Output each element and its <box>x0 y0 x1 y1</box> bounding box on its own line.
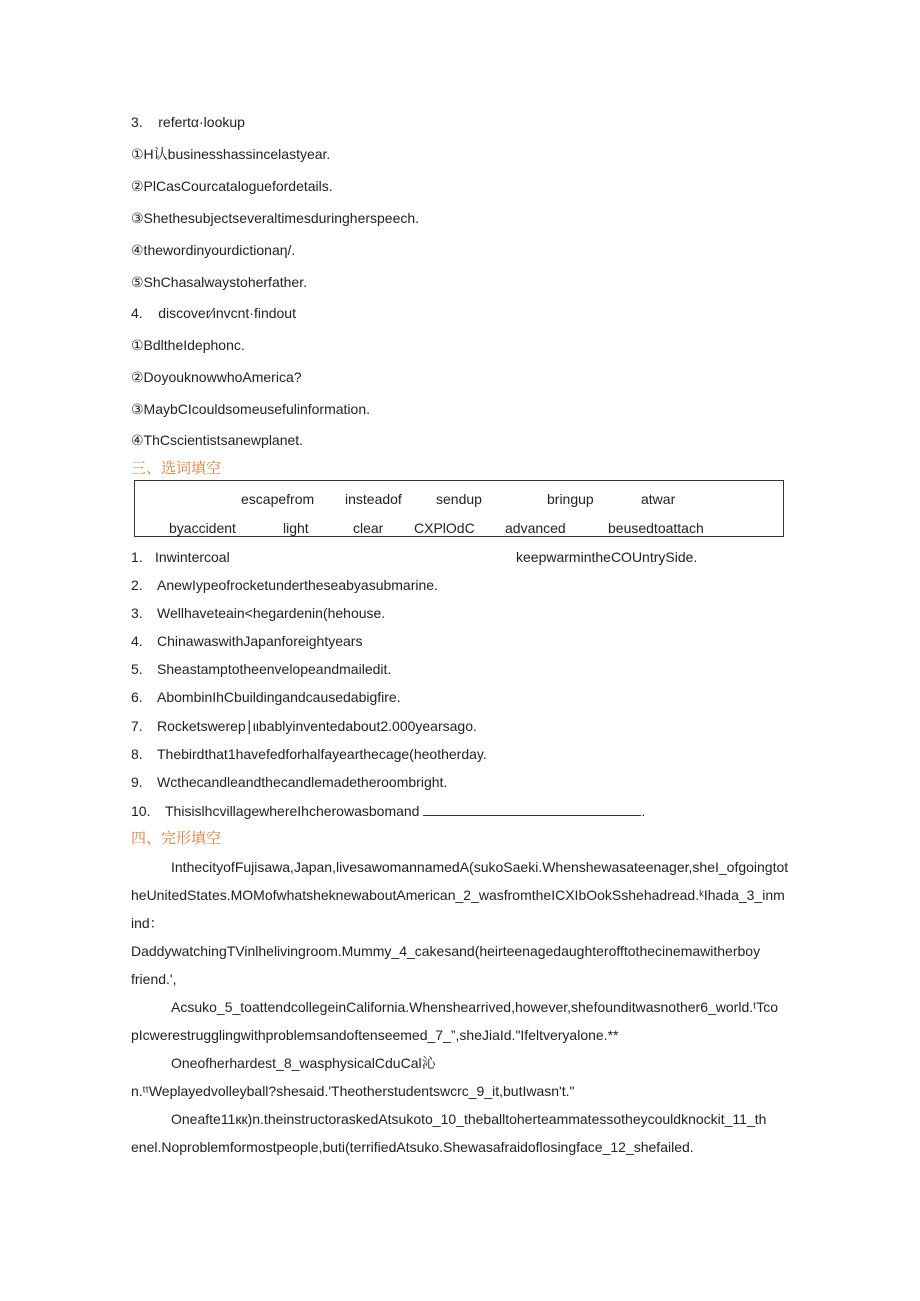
word-bank-box <box>134 480 784 537</box>
sentence-number: 10. <box>131 803 151 819</box>
word-bank-item: insteadof <box>345 491 402 507</box>
sentence-text: AnewIypeofrocketundertheseabyasubmarine. <box>157 577 438 593</box>
item-3-line-5: ⑤ShChasalwaystoherfather. <box>131 274 307 290</box>
item-text: discover∕invcnt·findout <box>158 305 296 321</box>
sentence-number: 2. <box>131 577 143 593</box>
sentence-number: 1. <box>131 549 143 565</box>
fill-sentence-10 <box>131 801 645 820</box>
cloze-paragraph-3 <box>131 1049 786 1105</box>
sentence-text: Wcthecandleandthecandlemadetheroombright. <box>157 774 448 790</box>
fill-sentence-2 <box>131 576 438 594</box>
word-bank-item: beusedtoattach <box>608 520 704 536</box>
word-bank-item: CXPlOdC <box>414 520 475 536</box>
sentence-number: 7. <box>131 718 143 734</box>
fill-sentence-3 <box>131 604 385 622</box>
item-3-line-1: ①H认businesshassincelastyear. <box>131 146 331 162</box>
item-text: refertα·lookup <box>158 114 245 130</box>
paragraph-line: ind： <box>131 915 164 931</box>
sentence-number: 3. <box>131 605 143 621</box>
fill-sentence-1-tail: keepwarmintheCOUntrySide. <box>516 549 698 565</box>
item-4-line-1: ①BdltheIdephonc. <box>131 337 245 353</box>
fill-sentence-9 <box>131 773 447 791</box>
word-bank-item: escapefrom <box>241 491 315 507</box>
sentence-text: AbombinIhCbuildingandcausedabigfire. <box>157 689 401 705</box>
fill-sentence-5 <box>131 660 391 678</box>
sentence-text: Thebirdthat1havefedforhalfayearthecage(heotherday. <box>157 746 487 762</box>
fill-sentence-1 <box>131 548 230 566</box>
item-4-line-3: ③MaybCIcouldsomeusefulinformation. <box>131 401 370 417</box>
word-bank-item: byaccident <box>169 520 236 536</box>
paragraph-line: Oneafte11кк)n.theinstructoraskedAtsukoto_10_theballtoherteammatessotheycouldknockit_11_th <box>171 1111 767 1127</box>
sentence-text: Rocketswerep∣ιιbablyinventedabout2.000yearsago. <box>157 718 477 734</box>
section-3-title: 三、选词填空 <box>131 460 222 477</box>
paragraph-line: Acsuko_5_toattendcollegeinCalifornia.Whenshearrived,however,shefounditwasnother6_world.ᵗTco <box>171 999 778 1015</box>
paragraph-line: InthecityofFujisawa,Japan,livesawomannamedA(sukoSaeki.Whenshewasateenager,sheI_ofgoingtot <box>171 859 789 875</box>
paragraph-line: enel.Noproblemformostpeople,buti(terrifiedAtsuko.Shewasafraidoflosingface_12_shefailed. <box>131 1139 694 1155</box>
sentence-number: 6. <box>131 689 143 705</box>
sentence-tail: . <box>641 803 646 819</box>
sentence-number: 5. <box>131 661 143 677</box>
word-bank-item: atwar <box>641 491 676 507</box>
sentence-text: ThisislhcvillagewhereIhcherowasbomand <box>165 803 420 819</box>
paragraph-line: n.ᵗᵗWeplayedvolleyball?shesaid.'Theotherstudentswcrc_9_it,butIwasn't." <box>131 1083 575 1099</box>
sentence-text: ChinawaswithJapanforeightyears <box>157 633 363 649</box>
sentence-text: Inwintercoal <box>155 549 230 565</box>
word-bank-item: clear <box>353 520 384 536</box>
word-bank-item: advanced <box>505 520 566 536</box>
fill-sentence-4 <box>131 632 362 650</box>
item-3-line-2: ②PlCasCourcataloguefordetails. <box>131 178 333 194</box>
item-4-heading <box>131 304 296 322</box>
sentence-number: 8. <box>131 746 143 762</box>
answer-blank[interactable] <box>423 801 641 816</box>
paragraph-line: Oneofherhardest_8_wasphysicalCduCal沁 <box>171 1055 436 1071</box>
word-bank-item: light <box>283 520 309 536</box>
paragraph-line: pIcwerestrugglingwithproblemsandoftenseemed_7_”,sheJiaId."Ifeltveryalone.** <box>131 1027 619 1043</box>
item-number: 3. <box>131 114 143 130</box>
cloze-paragraph-1 <box>131 853 789 993</box>
paragraph-line: heUnitedStates.MOMofwhatsheknewaboutAmerican_2_wasfromtheICXIbOokSshehadread.ᵏIhada_3_inm <box>131 887 785 903</box>
fill-sentence-8 <box>131 745 487 763</box>
item-3-line-4: ④thewordinyourdictionaη/. <box>131 242 296 258</box>
paragraph-line: DaddywatchingTVinlhelivingroom.Mummy_4_cakesand(heirteenagedaughterofftothecinemawitherboy <box>131 943 761 959</box>
cloze-paragraph-4 <box>131 1105 786 1161</box>
item-3-line-3: ③Shethesubjectseveraltimesduringherspeech. <box>131 210 420 226</box>
fill-sentence-7 <box>131 717 477 735</box>
item-3-heading <box>131 113 245 131</box>
section-4-title: 四、完形填空 <box>131 830 222 847</box>
sentence-number: 9. <box>131 774 143 790</box>
paragraph-line: friend.', <box>131 971 177 987</box>
sentence-text: Sheastamptotheenvelopeandmailedit. <box>157 661 392 677</box>
item-4-line-4: ④ThCscientistsanewplanet. <box>131 432 304 448</box>
fill-sentence-6 <box>131 688 401 706</box>
sentence-text: Wellhaveteain<hegardenin(hehouse. <box>157 605 386 621</box>
cloze-paragraph-2 <box>131 993 786 1049</box>
word-bank-item: sendup <box>436 491 482 507</box>
item-number: 4. <box>131 305 143 321</box>
item-4-line-2: ②DoyouknowwhoAmerica? <box>131 369 302 385</box>
sentence-number: 4. <box>131 633 143 649</box>
word-bank-item: bringup <box>547 491 594 507</box>
